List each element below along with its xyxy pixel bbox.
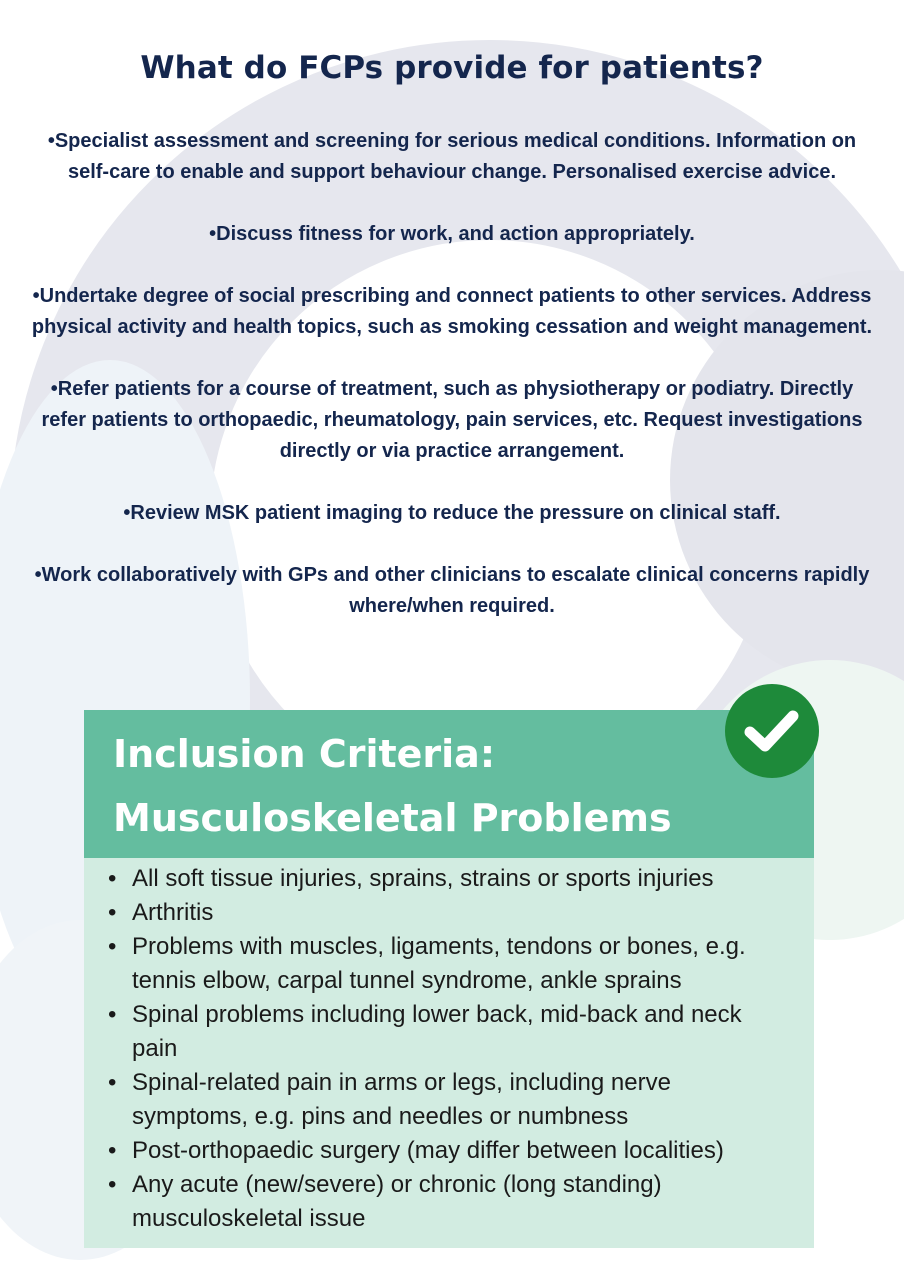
criteria-item: • Spinal problems including lower back, mid-back and neck pain bbox=[108, 998, 788, 1066]
inclusion-title-line-2: Musculoskeletal Problems bbox=[113, 796, 672, 840]
inclusion-title-line-1: Inclusion Criteria: bbox=[113, 732, 496, 776]
provision-item: •Undertake degree of social prescribing and connect patients to other services. Address physical activity and health topics, such as smoking cessation and weight management. bbox=[31, 285, 873, 338]
provision-item: •Review MSK patient imaging to reduce the pressure on clinical staff. bbox=[123, 502, 781, 524]
provision-item: •Work collaboratively with GPs and other clinicians to escalate clinical concerns rapidly where/when required. bbox=[34, 564, 870, 617]
inclusion-criteria-header bbox=[84, 710, 814, 858]
provision-item: •Specialist assessment and screening for serious medical conditions. Information on self-care to enable and support behaviour change. Personalised exercise advice. bbox=[47, 130, 857, 183]
criteria-item: • Problems with muscles, ligaments, tendons or bones, e.g. tennis elbow, carpal tunnel syndrome, ankle sprains bbox=[108, 930, 788, 998]
page-title: What do FCPs provide for patients? bbox=[140, 50, 764, 86]
criteria-item: • Spinal-related pain in arms or legs, including nerve symptoms, e.g. pins and needles or numbness bbox=[108, 1066, 788, 1134]
criteria-item: • Arthritis bbox=[108, 896, 788, 930]
inclusion-criteria-card bbox=[84, 710, 814, 1248]
criteria-item: • Any acute (new/severe) or chronic (long standing) musculoskeletal issue bbox=[108, 1168, 788, 1236]
inclusion-criteria-title bbox=[113, 722, 713, 850]
provision-item: •Discuss fitness for work, and action appropriately. bbox=[209, 223, 695, 245]
provisions-list bbox=[30, 126, 874, 622]
criteria-item: • Post-orthopaedic surgery (may differ between localities) bbox=[108, 1134, 788, 1168]
checkmark-icon bbox=[725, 684, 819, 778]
criteria-list bbox=[108, 862, 788, 1236]
criteria-item: • All soft tissue injuries, sprains, strains or sports injuries bbox=[108, 862, 788, 896]
provision-item: •Refer patients for a course of treatment, such as physiotherapy or podiatry. Directly refer patients to orthopaedic, rheumatology, pain services, etc. Request investigations directly or via practice arrangement. bbox=[41, 378, 863, 462]
